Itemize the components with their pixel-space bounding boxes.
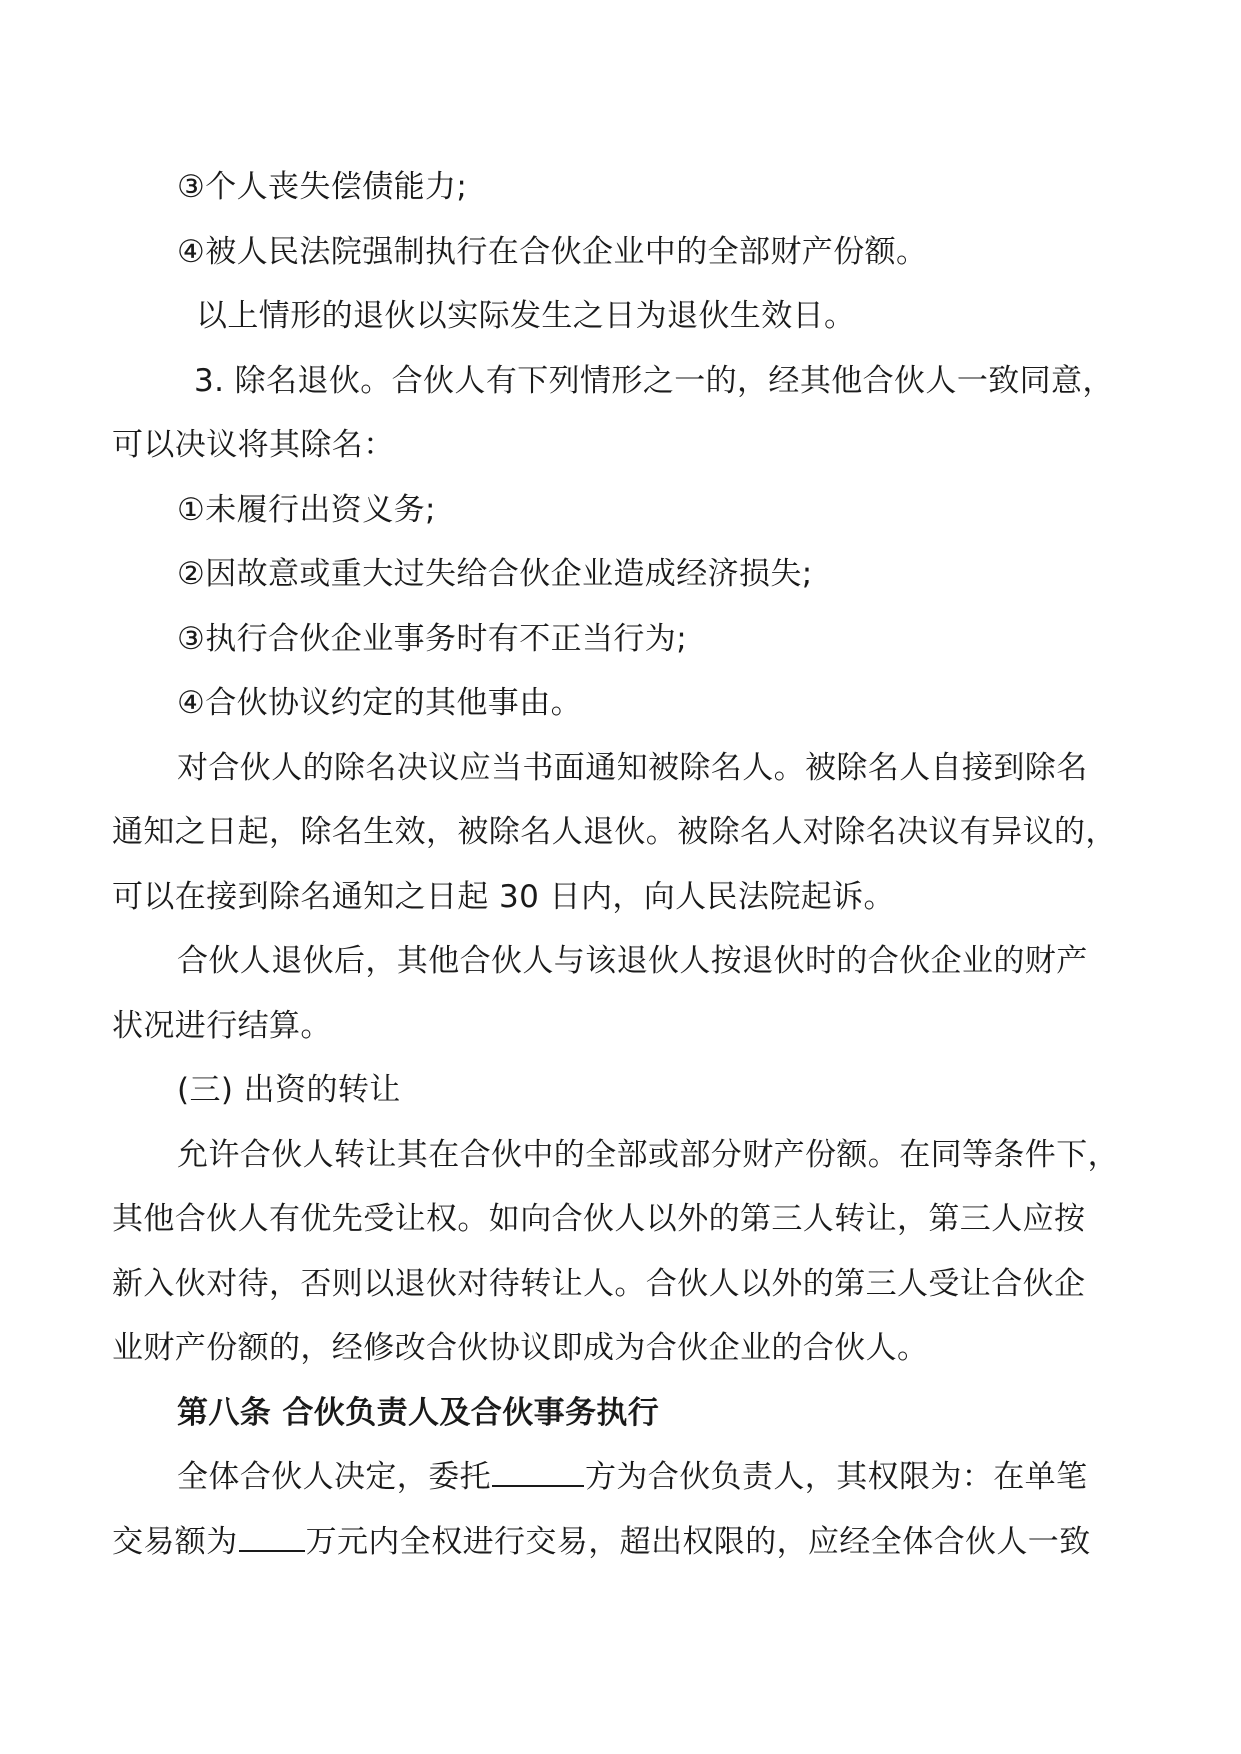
fill-in-blank — [239, 1522, 305, 1552]
paragraph-line: 对合伙人的除名决议应当书面通知被除名人。被除名人自接到除名 — [177, 749, 1088, 786]
list-item: ②因故意或重大过失给合伙企业造成经济损失; — [177, 556, 813, 592]
paragraph-line: 通知之日起，除名生效，被除名人退伙。被除名人对除名决议有异议的， — [112, 814, 1117, 850]
paragraph-line — [112, 1445, 1152, 1510]
section-heading: (三) 出资的转让 — [177, 1072, 401, 1108]
paragraph-line: 3. 除名退伙。合伙人有下列情形之一的，经其他合伙人一致同意， — [194, 362, 1114, 399]
paragraph-line: 以上情形的退伙以实际发生之日为退伙生效日。 — [196, 298, 856, 334]
list-item: ④合伙协议约定的其他事由。 — [177, 685, 582, 721]
line-text: 全体合伙人决定，委托 — [177, 1459, 491, 1495]
paragraph-line: 合伙人退伙后，其他合伙人与该退伙人按退伙时的合伙企业的财产 — [177, 943, 1088, 979]
line-text: 方为合伙负责人，其权限为：在单笔 — [585, 1459, 1088, 1495]
document-body — [112, 155, 1152, 1574]
paragraph-line — [112, 1510, 1152, 1575]
paragraph-line: 状况进行结算。 — [112, 1007, 332, 1044]
list-item: ①未履行出资义务; — [177, 491, 436, 528]
article-heading: 第八条 合伙负责人及合伙事务执行 — [177, 1394, 660, 1431]
paragraph-line: 新入伙对待，否则以退伙对待转让人。合伙人以外的第三人受让合伙企 — [112, 1265, 1086, 1302]
list-item: ③个人丧失偿债能力; — [177, 169, 468, 205]
fill-in-blank — [492, 1457, 584, 1487]
list-item: ④被人民法院强制执行在合伙企业中的全部财产份额。 — [177, 233, 928, 270]
line-text: 交易额为 — [112, 1523, 238, 1560]
paragraph-line: 可以决议将其除名： — [112, 427, 395, 463]
line-text: 万元内全权进行交易，超出权限的，应经全体合伙人一致 — [305, 1523, 1091, 1560]
paragraph-line: 业财产份额的，经修改合伙协议即成为合伙企业的合伙人。 — [112, 1330, 929, 1366]
paragraph-line: 可以在接到除名通知之日起 30 日内，向人民法院起诉。 — [112, 878, 895, 915]
paragraph-line: 允许合伙人转让其在合伙中的全部或部分财产份额。在同等条件下， — [177, 1136, 1119, 1173]
list-item: ③执行合伙企业事务时有不正当行为; — [177, 620, 688, 657]
paragraph-line: 其他合伙人有优先受让权。如向合伙人以外的第三人转让，第三人应按 — [112, 1201, 1086, 1237]
